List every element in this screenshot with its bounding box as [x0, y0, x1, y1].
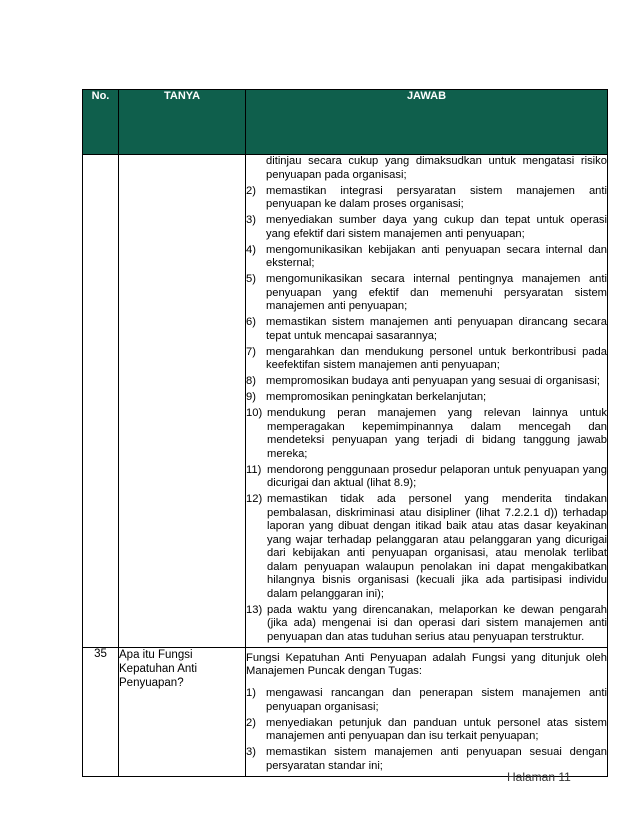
- header-no: No.: [83, 90, 119, 155]
- page-number: Halaman 11: [507, 770, 571, 784]
- list-item: [246, 214, 607, 241]
- table-header-row: [83, 90, 608, 155]
- continuation-list: [246, 185, 607, 645]
- list-item-text: pada waktu yang direncanakan, melaporkan ke dewan pengarah (jika ada) mengenai isi dan operasi dari sistem manajemen anti penyuapan dan atas tuduhan serius atau penyuapan terstruktur.: [267, 603, 607, 643]
- list-item-number: 13): [246, 603, 263, 616]
- list-item-number: 2): [246, 716, 256, 729]
- cell-jawab-35: [246, 647, 608, 776]
- list-item: [246, 717, 607, 744]
- list-item-text: mengawasi rancangan dan penerapan sistem manajemen anti penyuapan organisasi;: [266, 687, 607, 713]
- cell-tanya-empty: [119, 155, 246, 648]
- list-item: [246, 244, 607, 271]
- list-item-number: 7): [246, 345, 256, 358]
- list-item-number: 9): [246, 391, 256, 403]
- list-item-number: 5): [246, 273, 256, 285]
- list-item: [246, 346, 607, 373]
- header-tanya: TANYA: [119, 90, 246, 155]
- list-item-number: 3): [246, 746, 256, 759]
- list-item: [246, 464, 607, 491]
- list-item-text: mempromosikan peningkatan berkelanjutan;: [266, 391, 487, 403]
- qa-table: [82, 89, 608, 777]
- list-item-text: mengomunikasikan secara internal pentingnya manajemen anti penyuapan yang efektif dan memenuhi persyaratan sistem manajemen anti penyuapan;: [266, 273, 607, 312]
- row35-intro: Fungsi Kepatuhan Anti Penyuapan adalah Fungsi yang ditunjuk oleh Manajemen Puncak dengan Tugas:: [246, 651, 607, 678]
- list-item: [246, 407, 607, 461]
- header-jawab: JAWAB: [246, 90, 608, 155]
- table-row-35: [83, 647, 608, 776]
- continuation-lead: ditinjau secara cukup yang dimaksudkan untuk mengatasi risiko penyuapan pada organisasi;: [266, 155, 607, 181]
- list-item: [246, 604, 607, 645]
- list-item-number: 2): [246, 184, 256, 197]
- cell-no-empty: [83, 155, 119, 648]
- list-item: [246, 391, 607, 405]
- list-item-text: menyediakan sumber daya yang cukup dan tepat untuk operasi yang efektif dari sistem manajemen anti penyuapan;: [266, 214, 607, 240]
- list-item-text: mendorong penggunaan prosedur pelaporan untuk penyuapan yang dicurigai dan aktual (lihat 8.9);: [267, 463, 607, 489]
- list-item: [246, 687, 607, 714]
- table-row-continuation: [83, 155, 608, 648]
- cell-tanya-35: Apa itu Fungsi Kepatuhan Anti Penyuapan?: [119, 647, 246, 776]
- list-item: [246, 273, 607, 314]
- list-item-text: menyediakan petunjuk dan panduan untuk personel atas sistem manajemen anti penyuapan dan isu terkait penyuapan;: [266, 716, 607, 743]
- list-item-text: memastikan integrasi persyaratan sistem manajemen anti penyuapan ke dalam proses organisasi;: [266, 184, 607, 210]
- list-item: [246, 185, 607, 212]
- list-item-number: 3): [246, 214, 256, 226]
- cell-jawab-continuation: [246, 155, 608, 648]
- list-item: [246, 375, 607, 389]
- cell-no-35: 35: [83, 647, 119, 776]
- list-item-number: 1): [246, 687, 256, 700]
- list-item: [246, 493, 607, 601]
- list-item-number: 4): [246, 243, 256, 256]
- list-item-number: 6): [246, 316, 256, 328]
- list-item-text: mengomunikasikan kebijakan anti penyuapan secara internal dan eksternal;: [266, 243, 607, 269]
- list-item: [246, 316, 607, 343]
- list-item-number: 12): [246, 493, 263, 505]
- row35-list: [246, 687, 607, 773]
- list-item-number: 11): [246, 463, 262, 476]
- list-item-text: memastikan sistem manajemen anti penyuapan sesuai dengan persyaratan standar ini;: [266, 746, 607, 772]
- list-item-text: mempromosikan budaya anti penyuapan yang sesuai di organisasi;: [266, 375, 600, 387]
- list-item-text: memastikan tidak ada personel yang menderita tindakan pembalasan, diskriminasi atau disipliner (lihat 7.2.2.1 d)) terhadap laporan yang dibuat dengan itikad baik atau atas dasar keyakinan yang wajar terhadap pelanggaran atau pelanggaran yang dicurigai dari kebijakan anti penyuapan organisasi, atau menolak terlibat dalam penyuapan walaupun penolakan ini dapat mengakibatkan hilangnya bisnis organisasi (kecuali jika ada partisipasi individu dalam pelanggaran ini);: [267, 493, 607, 600]
- list-item-text: memastikan sistem manajemen anti penyuapan dirancang secara tepat untuk mencapai sasarannya;: [266, 316, 607, 342]
- list-item-text: mengarahkan dan mendukung personel untuk berkontribusi pada keefektifan sistem manajemen anti penyuapan;: [266, 345, 607, 371]
- list-item-number: 10): [246, 407, 263, 419]
- list-item-text: mendukung peran manajemen yang relevan lainnya untuk memperagakan kepemimpinannya dalam mencegah dan mendeteksi penyuapan yang terjadi di bidang tanggung jawab mereka;: [267, 407, 607, 460]
- list-item-number: 8): [246, 375, 256, 387]
